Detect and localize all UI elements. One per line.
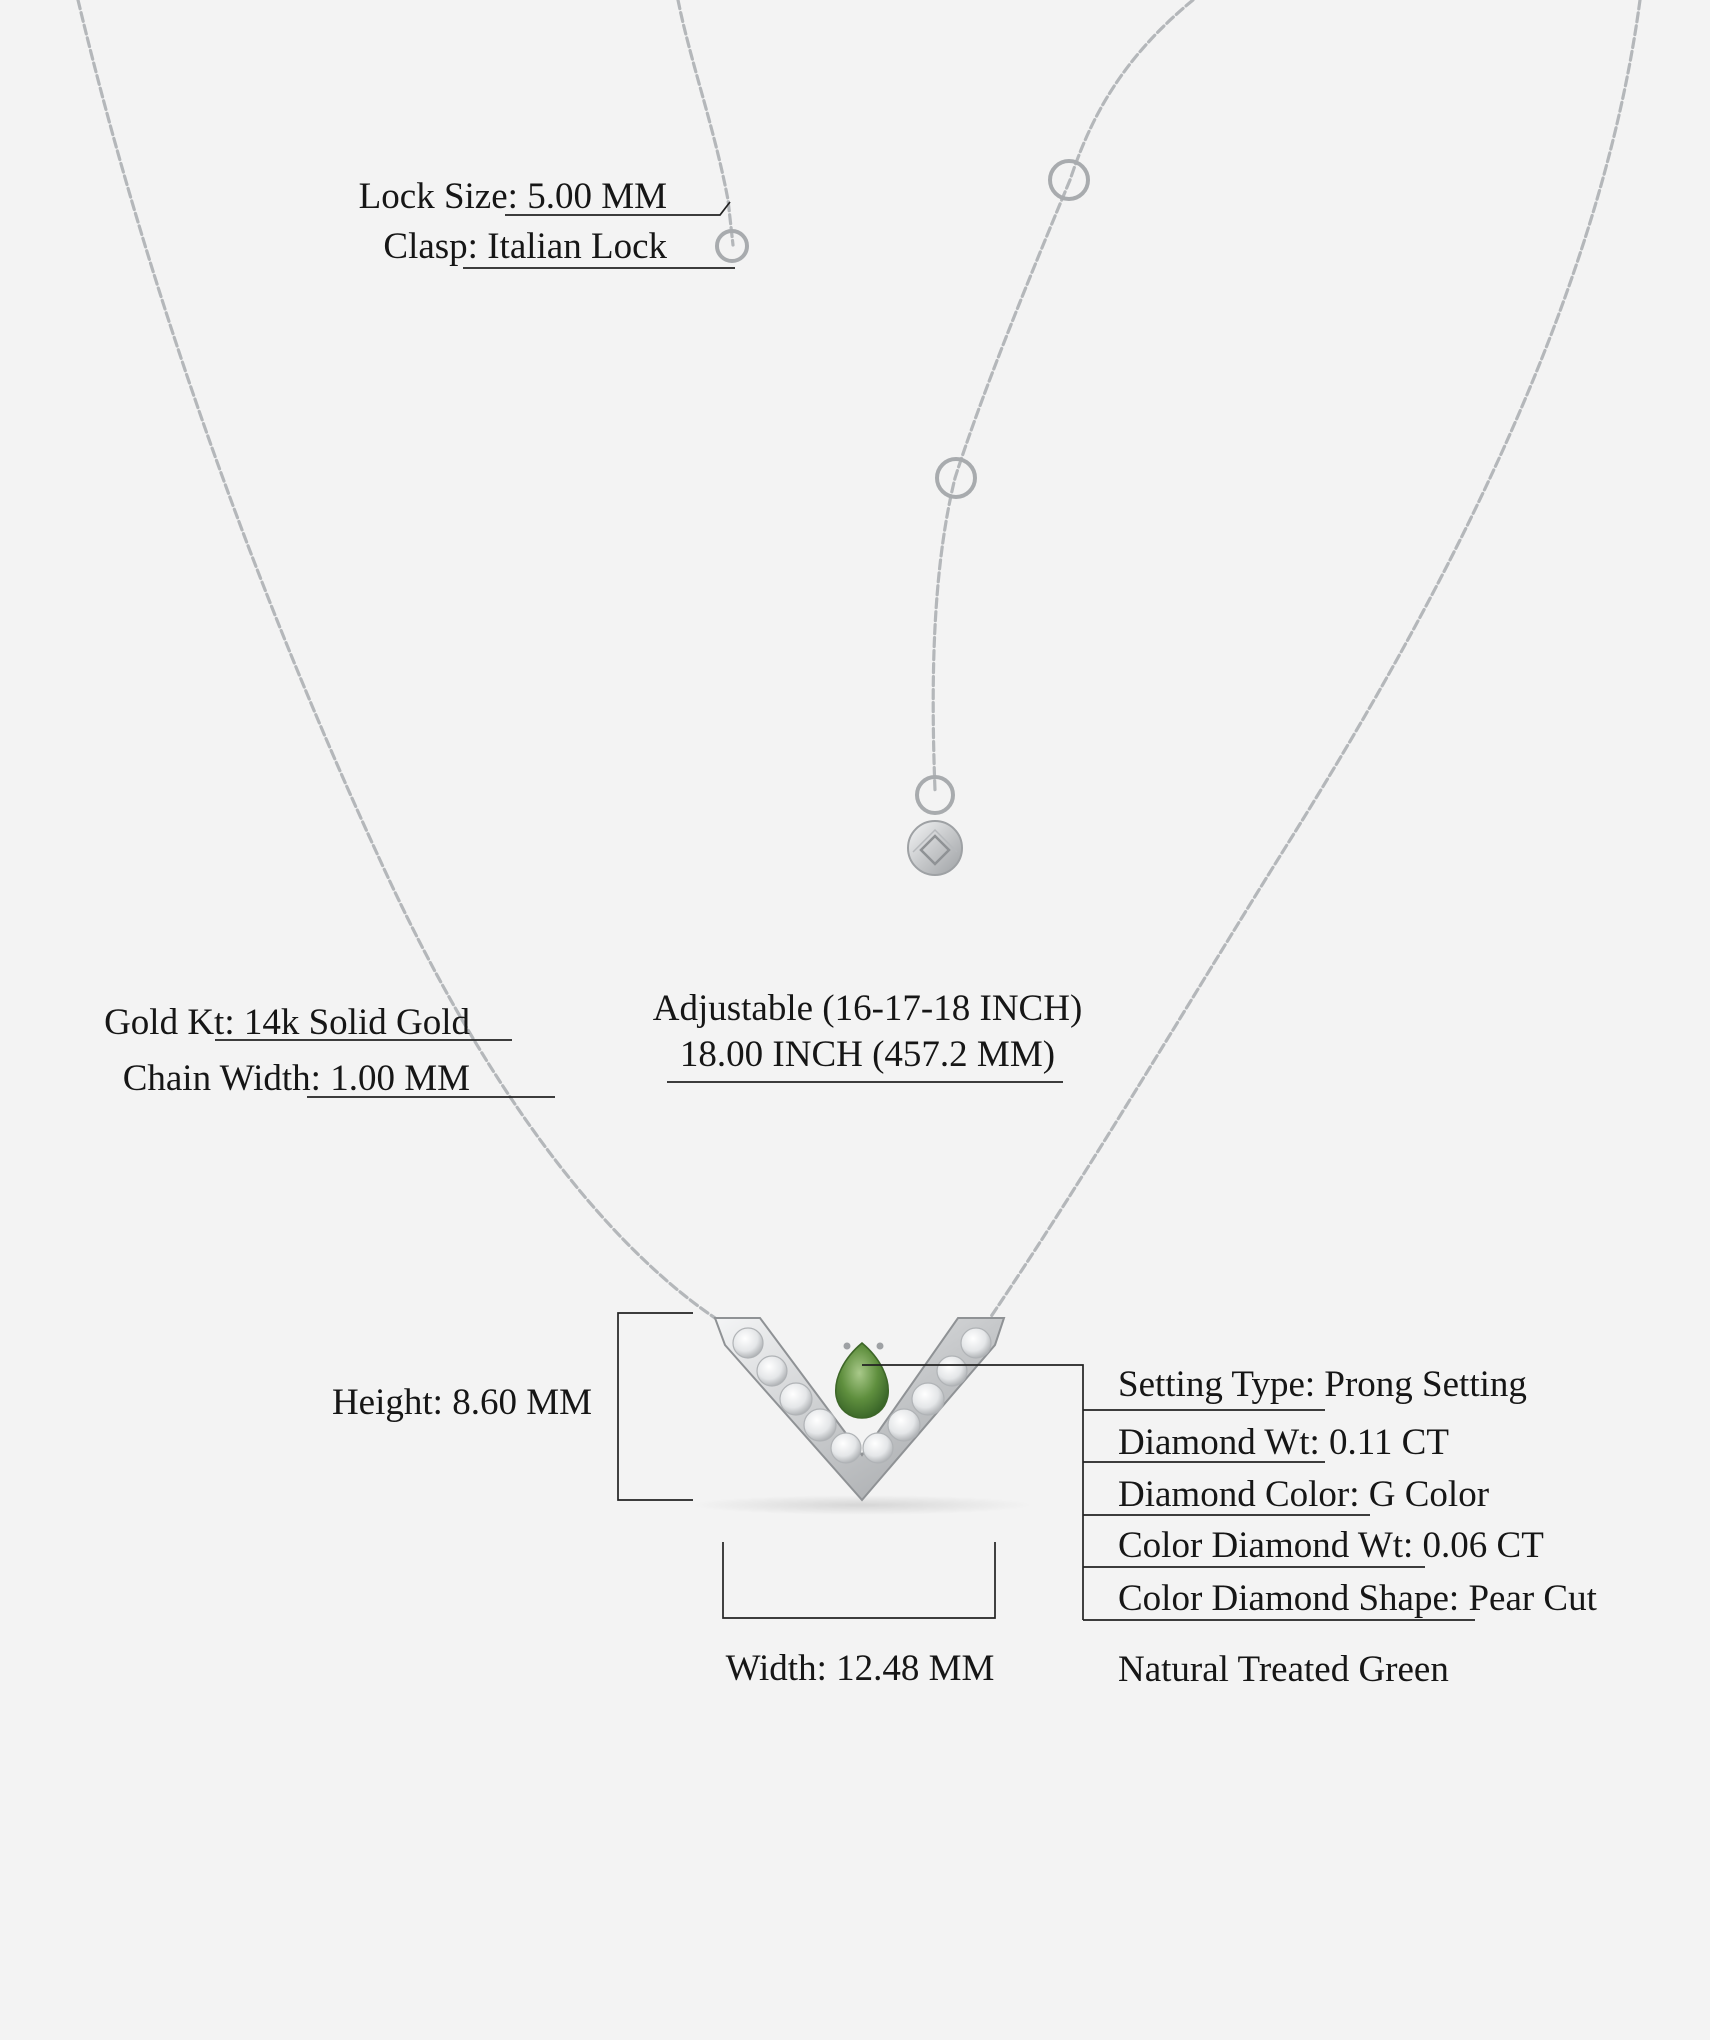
tag-charm bbox=[908, 821, 962, 875]
chain-width-key: Chain Width: bbox=[122, 1058, 321, 1099]
color-diamond-wt-value: 0.06 CT bbox=[1422, 1525, 1544, 1566]
clasp-key: Clasp: bbox=[383, 226, 478, 267]
height-value: 8.60 MM bbox=[452, 1382, 592, 1423]
width-key: Width: bbox=[725, 1648, 827, 1689]
setting-type-value: Prong Setting bbox=[1324, 1364, 1527, 1405]
clasp-value: Italian Lock bbox=[487, 226, 667, 267]
lock-size-value: 5.00 MM bbox=[527, 176, 667, 217]
pendant bbox=[692, 1318, 1032, 1515]
lock-size-label bbox=[359, 178, 667, 215]
diamond-color-label bbox=[1118, 1476, 1489, 1513]
chain bbox=[78, 0, 1640, 1318]
gold-kt-value: 14k Solid Gold bbox=[243, 1002, 470, 1043]
diamond-wt-value: 0.11 CT bbox=[1329, 1422, 1449, 1463]
lock-size-key: Lock Size: bbox=[358, 176, 518, 217]
diamond-color-key: Diamond Color: bbox=[1118, 1474, 1360, 1515]
gem-note-label: Natural Treated Green bbox=[1118, 1649, 1449, 1690]
diamond-color-value: G Color bbox=[1368, 1474, 1490, 1515]
setting-type-key: Setting Type: bbox=[1118, 1364, 1316, 1405]
color-diamond-wt-label bbox=[1118, 1527, 1544, 1564]
length-adjustable: Adjustable (16-17-18 INCH) bbox=[652, 988, 1083, 1029]
chain-width-label bbox=[123, 1060, 470, 1097]
chain-extension bbox=[933, 0, 1193, 790]
chain-width-value: 1.00 MM bbox=[330, 1058, 470, 1099]
clasp-rings bbox=[717, 161, 1088, 813]
color-diamond-wt-key: Color Diamond Wt: bbox=[1118, 1525, 1414, 1566]
height-key: Height: bbox=[331, 1382, 443, 1423]
diamond-wt-label bbox=[1118, 1424, 1449, 1461]
color-diamond-shape-value: Pear Cut bbox=[1468, 1578, 1597, 1619]
width-value: 12.48 MM bbox=[836, 1648, 995, 1689]
chain-right bbox=[990, 0, 1640, 1318]
gold-kt-label bbox=[104, 1004, 470, 1041]
setting-type-label bbox=[1118, 1366, 1527, 1403]
diamond-wt-key: Diamond Wt: bbox=[1118, 1422, 1320, 1463]
leader-gem bbox=[862, 1365, 1083, 1620]
length-total: 18.00 INCH (457.2 MM) bbox=[679, 1034, 1056, 1075]
clasp-label bbox=[383, 228, 667, 265]
color-diamond-shape-key: Color Diamond Shape: bbox=[1118, 1578, 1460, 1619]
height-label bbox=[332, 1384, 592, 1421]
bracket-width bbox=[723, 1542, 995, 1618]
green-pear-gem-icon bbox=[836, 1343, 889, 1418]
bracket-height bbox=[618, 1313, 693, 1500]
color-diamond-shape-label bbox=[1118, 1580, 1597, 1617]
width-label bbox=[660, 1650, 1060, 1687]
gold-kt-key: Gold Kt: bbox=[104, 1002, 235, 1043]
